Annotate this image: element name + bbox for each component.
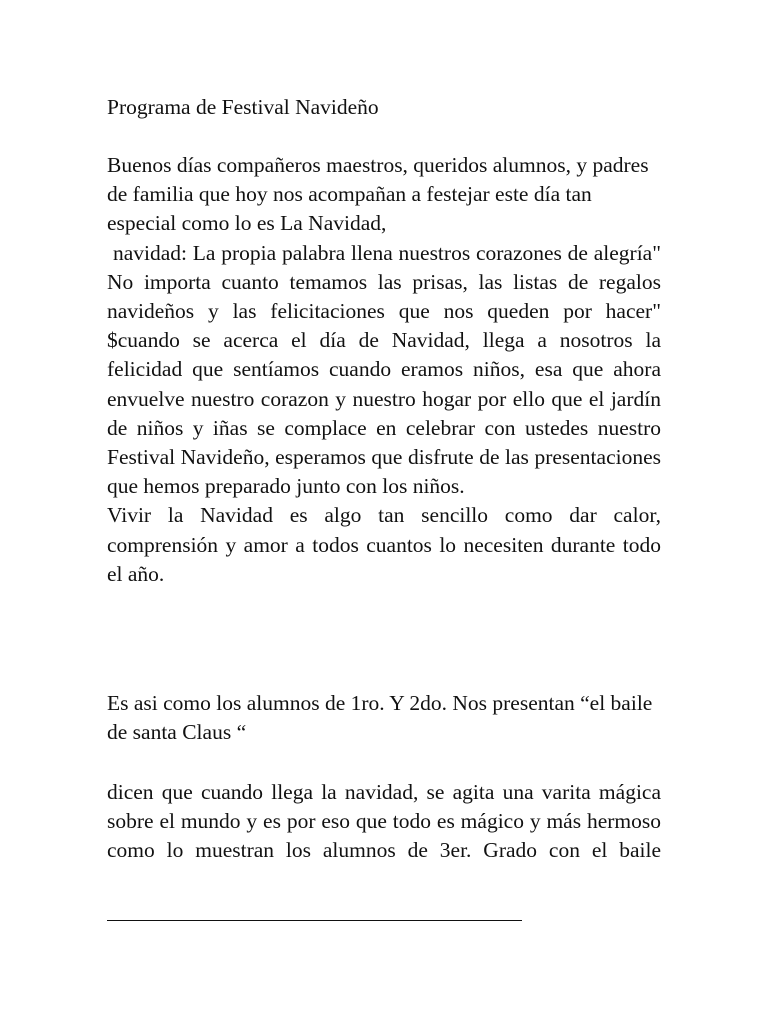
document-title: Programa de Festival Navideño (107, 95, 379, 119)
greeting-paragraph: Buenos días compañeros maestros, queridos alumnos, y padres de familia que hoy nos acompañan a festejar este día tan especial como lo es La Navidad, (107, 153, 649, 236)
fill-in-blank-line (107, 920, 522, 921)
magia-paragraph: dicen que cuando llega la navidad, se agita una varita mágica sobre el mundo y es por eso que todo es mágico y más hermoso como lo muestran los alumnos de 3er. Grado con el baile (107, 780, 661, 863)
vivir-paragraph: Vivir la Navidad es algo tan sencillo como dar calor, comprensión y amor a todos cuantos lo necesiten durante todo el año. (107, 503, 661, 586)
main-paragraph: navidad: La propia palabra llena nuestros corazones de alegría" No importa cuanto temamos las prisas, las listas de regalos navideños y las felicitaciones que nos queden por hacer" $cuando se acerca el día de Navidad, llega a nosotros la felicidad que sentíamos cuando eramos niños, esa que ahora envuelve nuestro corazon y nuestro hogar por ello que el jardín de niños y iñas se complace en celebrar con ustedes nuestro Festival Navideño, esperamos que disfrute de las presentaciones que hemos preparado junto con los niños. (107, 240, 661, 499)
alumnos-paragraph: Es asi como los alumnos de 1ro. Y 2do. Nos presentan “el baile de santa Claus “ (107, 691, 653, 745)
welcome-section (107, 151, 661, 589)
